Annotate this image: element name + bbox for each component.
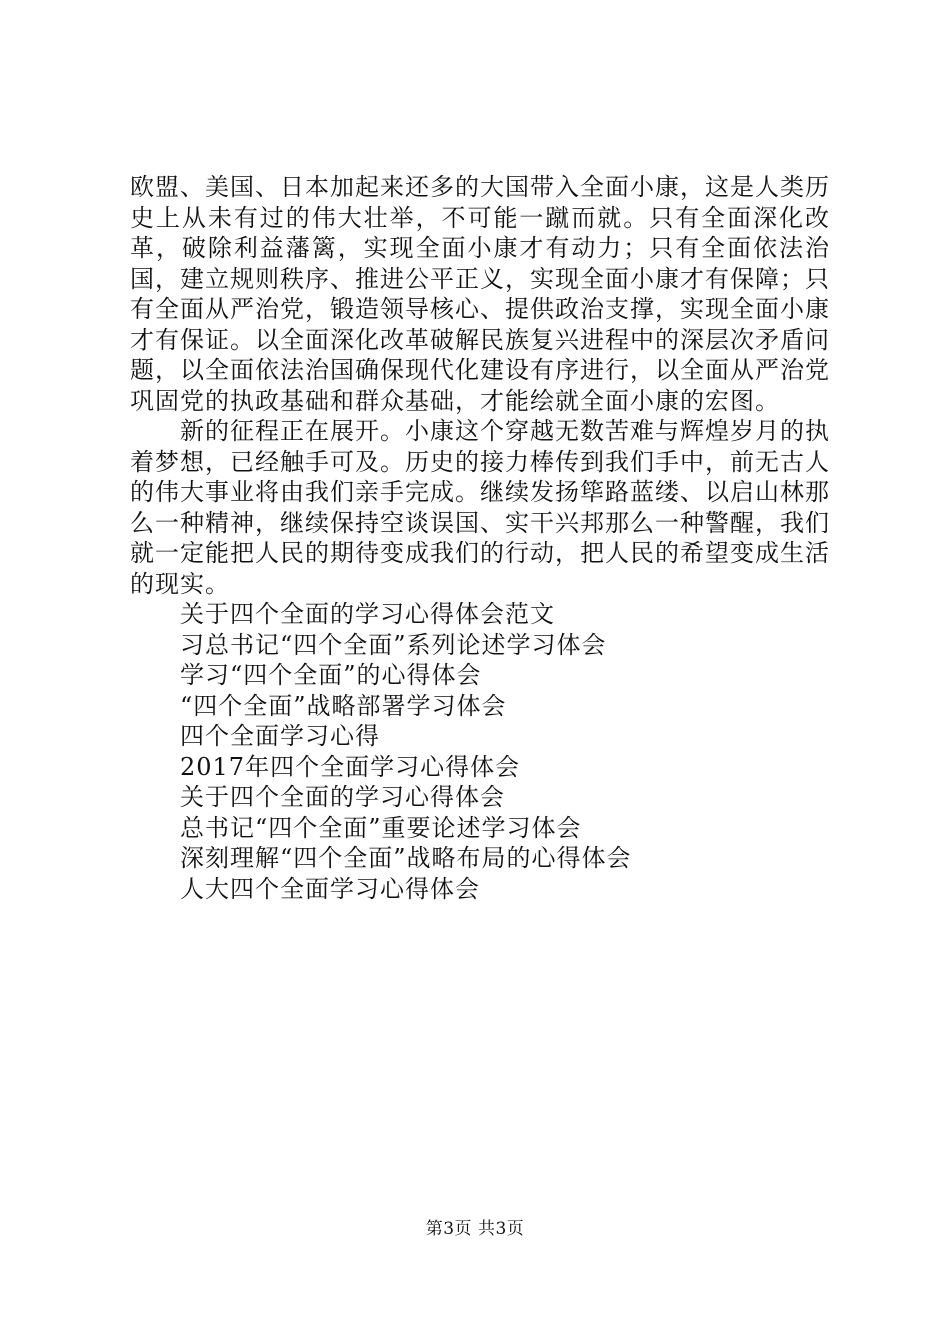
document-body <box>130 172 830 904</box>
related-article-link[interactable]: 学习“四个全面”的心得体会 <box>180 661 482 689</box>
body-paragraph: 新的征程正在展开。小康这个穿越无数苦难与辉煌岁月的执着梦想，已经触手可及。历史的接力棒传到我们手中，前无古人的伟大事业将由我们亲手完成。继续发扬筚路蓝缕、以启山林那么一种精神，继续保持空谈误国、实干兴邦那么一种警醒，我们就一定能把人民的期待变成我们的行动，把人民的希望变成生活的现实。 <box>130 417 830 598</box>
related-article-link[interactable]: 四个全面学习心得 <box>180 722 380 750</box>
related-article-link[interactable]: 总书记“四个全面”重要论述学习体会 <box>180 813 582 842</box>
related-article-link[interactable]: 关于四个全面的学习心得体会范文 <box>180 600 555 628</box>
related-article-link[interactable]: 习总书记“四个全面”系列论述学习体会 <box>180 630 607 659</box>
related-article-link[interactable]: “四个全面”战略部署学习体会 <box>180 691 507 720</box>
related-article-link[interactable]: 深刻理解“四个全面”战略布局的心得体会 <box>180 844 632 872</box>
body-paragraph-continued: 欧盟、美国、日本加起来还多的大国带入全面小康，这是人类历史上从未有过的伟大壮举，不可能一蹴而就。只有全面深化改革，破除利益藩篱，实现全面小康才有动力；只有全面依法治国，建立规则秩序、推进公平正义，实现全面小康才有保障；只有全面从严治党，锻造领导核心、提供政治支撑，实现全面小康才有保证。以全面深化改革破解民族复兴进程中的深层次矛盾问题，以全面依法治国确保现代化建设有序进行，以全面从严治党巩固党的执政基础和群众基础，才能绘就全面小康的宏图。 <box>130 173 830 415</box>
related-article-link[interactable]: 2017年四个全面学习心得体会 <box>180 752 521 781</box>
related-article-link[interactable]: 关于四个全面的学习心得体会 <box>180 783 505 811</box>
page-number-footer: 第3页 共3页 <box>425 1219 525 1239</box>
related-article-link[interactable]: 人大四个全面学习心得体会 <box>180 874 480 903</box>
related-articles-list <box>130 599 830 904</box>
